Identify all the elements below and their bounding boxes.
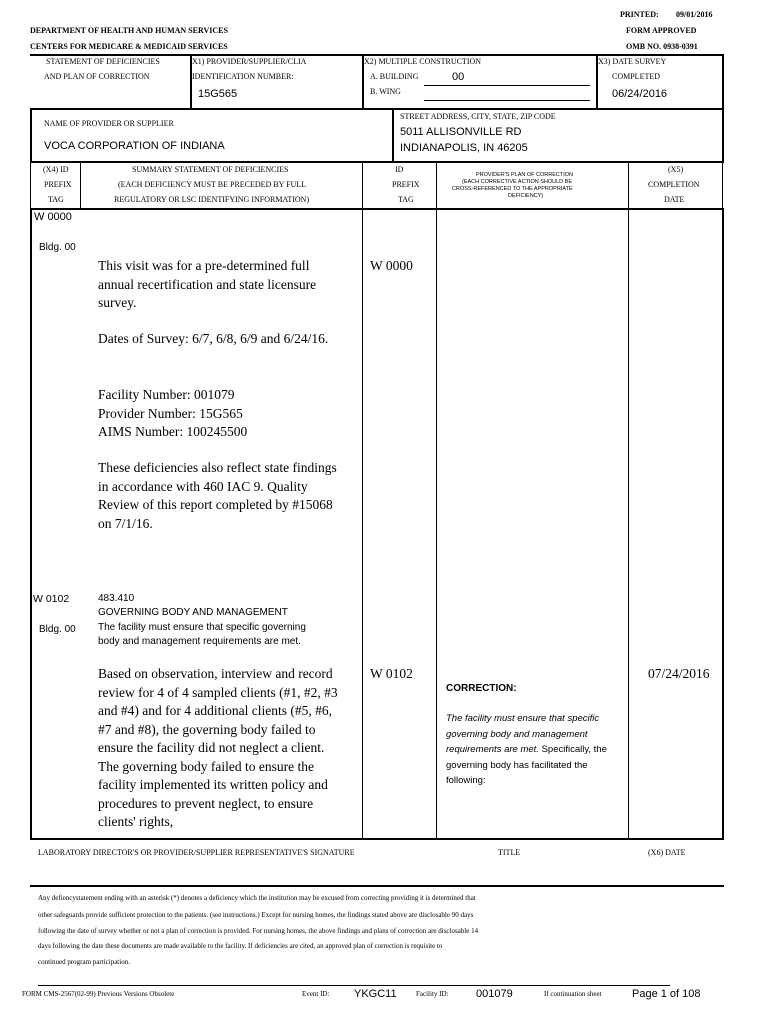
summary-sub2: REGULATORY OR LSC IDENTIFYING INFORMATION) [114,195,310,204]
x2-label: X2) MULTIPLE CONSTRUCTION [364,57,482,66]
address-line1: 5011 ALLISONVILLE RD [400,126,522,138]
x5-label: (X5) [668,165,684,174]
correction-italic: The facility must ensure that specific governing body and management requirements are met. [446,713,600,755]
x1-label: X1) PROVIDER/SUPPLIER/CLIA [192,57,307,66]
form-number: FORM CMS-2567(02-99) Previous Versions Obsolete [22,990,175,998]
divider [38,985,670,986]
id-tag: TAG [398,195,414,204]
facility-id: 001079 [476,988,513,1000]
divider [362,209,363,839]
divider [436,162,437,209]
correction-rest: Specifically, the governing body has facilitated the following: [446,744,607,786]
wing-label: B. WING [370,87,401,96]
divider [424,100,590,101]
building-value: 00 [452,71,465,83]
plan-label: AND PLAN OF CORRECTION [44,72,150,81]
divider [436,209,437,839]
survey-dates-paragraph: Dates of Survey: 6/7, 6/8, 6/9 and 6/24/16. [98,331,329,346]
x3-label: X3) DATE SURVEY [598,57,667,66]
divider [80,162,81,209]
facility-id-label: Facility ID: [416,990,449,998]
divider [30,108,724,110]
event-id: YKGC11 [354,988,397,1000]
divider [30,208,724,210]
divider [424,85,590,86]
x6-date-label: (X6) DATE [648,848,686,857]
statement-label: STATEMENT OF DEFICIENCIES [46,57,160,66]
completion-date: 07/24/2016 [648,666,710,681]
department-name: DEPARTMENT OF HEALTH AND HUMAN SERVICES [30,26,228,35]
regulation-code: 483.410 [98,593,135,604]
page-number: Page 1 of 108 [632,988,701,1000]
observation-paragraph: Based on observation, interview and record review for 4 of 4 sampled clients (#1, #2, #3 and #4) and for 4 additional clients (#5, #6, #7 and #8), the governing body failed to ensure the facility did not neglect a client. The governing body failed to ensure the facility implemented its written policy and procedures to prevent neglect, to ensure clients' rights, [98,666,338,829]
provider-name: VOCA CORPORATION OF INDIANA [44,140,225,152]
provider-number: 15G565 [198,88,238,100]
disclaimer-line2: other safeguards provide sufficient protection to the patients. (see instructions.) Except for nursing homes, the findings stated above are disclosable 90 days [38,911,474,919]
divider [30,162,31,209]
building-label: A. BUILDING [370,72,419,81]
completion-label: COMPLETION [648,180,700,189]
divider [362,162,363,209]
printed-label: PRINTED: [620,10,659,19]
id-label: ID [395,165,404,174]
aims-number: AIMS Number: 100245500 [98,424,248,439]
provider-number-text: Provider Number: 15G565 [98,405,243,421]
divider [30,209,32,839]
summary-header: SUMMARY STATEMENT OF DEFICIENCIES [132,165,289,174]
disclaimer-line3: following the date of survey whether or not a plan of correction is provided. For nursing homes, the above findings and plans of correction are disclosable 14 [38,927,479,935]
correction-text [446,711,616,789]
completed-label: COMPLETED [612,72,660,81]
signature-label: LABORATORY DIRECTOR'S OR PROVIDER/SUPPLIER REPRESENTATIVE'S SIGNATURE [38,848,355,857]
id-prefix: PREFIX [392,180,420,189]
tag-w0000: W 0000 [34,211,72,223]
centers-name: CENTERS FOR MEDICARE & MEDICAID SERVICES [30,42,228,51]
divider [722,209,724,839]
visit-paragraph: This visit was for a pre-determined full annual recertification and state licensure survey. [98,258,317,310]
x4-tag: TAG [48,195,64,204]
plan-header: PROVIDER'S PLAN OF CORRECTION [476,172,574,178]
continuation-label: If continuation sheet [544,990,602,998]
survey-date: 06/24/2016 [612,88,668,100]
right-tag-w0000: W 0000 [370,258,413,273]
divider [628,209,629,839]
address-label: STREET ADDRESS, CITY, STATE, ZIP CODE [400,112,556,121]
date-label: DATE [664,195,685,204]
summary-sub1: (EACH DEFICIENCY MUST BE PRECEDED BY FULL [118,180,307,189]
address-line2: INDIANAPOLIS, IN 46205 [400,142,528,154]
printed-date: 09/01/2016 [676,10,713,19]
divider [722,162,723,209]
disclaimer-line5: continued program participation. [38,958,130,966]
facility-number: Facility Number: 001079 [98,387,235,402]
divider [392,108,394,162]
divider [30,161,724,163]
divider [30,838,724,840]
right-tag-w0102: W 0102 [370,666,413,681]
top-border [30,54,724,56]
findings-paragraph: These deficiencies also reflect state findings in accordance with 460 IAC 9. Quality Review of this report completed by #15068 on 7/1/16. [98,460,337,531]
regulation-title: GOVERNING BODY AND MANAGEMENT [98,607,288,618]
regulation-text: The facility must ensure that specific governing body and management requirements are met. [98,622,306,647]
tag-w0102: W 0102 [33,593,70,605]
divider [30,885,724,887]
provider-name-label: NAME OF PROVIDER OR SUPPLIER [44,119,174,128]
bldg-label: Bldg. 00 [39,242,76,253]
divider [628,162,629,209]
x1-id-label: IDENTIFICATION NUMBER: [192,72,294,81]
plan-sub2: CROSS-REFERENCED TO THE APPROPRIATE [452,186,573,192]
disclaimer-line4: days following the date these documents are made available to the facility. If deficiencies are cited, an approved plan of correction is requisite to [38,942,443,950]
x4-label: (X4) ID [43,165,69,174]
event-id-label: Event ID: [302,990,330,998]
form-approved: FORM APPROVED [626,26,697,35]
title-label: TITLE [498,848,521,857]
correction-title: CORRECTION: [446,683,517,694]
x4-prefix: PREFIX [44,180,72,189]
bldg-label: Bldg. 00 [39,624,76,635]
disclaimer-line1: Any defiencystatement ending with an asterisk (*) denotes a deficiency which the institution may be excused from correcting providing it is determined that [38,894,476,902]
plan-sub1: (EACH CORRECTIVE ACTION SHOULD BE [462,179,573,185]
divider [30,108,32,162]
plan-sub3: DEFICIENCY) [508,193,544,199]
omb-number: OMB NO. 0938-0391 [626,42,698,51]
